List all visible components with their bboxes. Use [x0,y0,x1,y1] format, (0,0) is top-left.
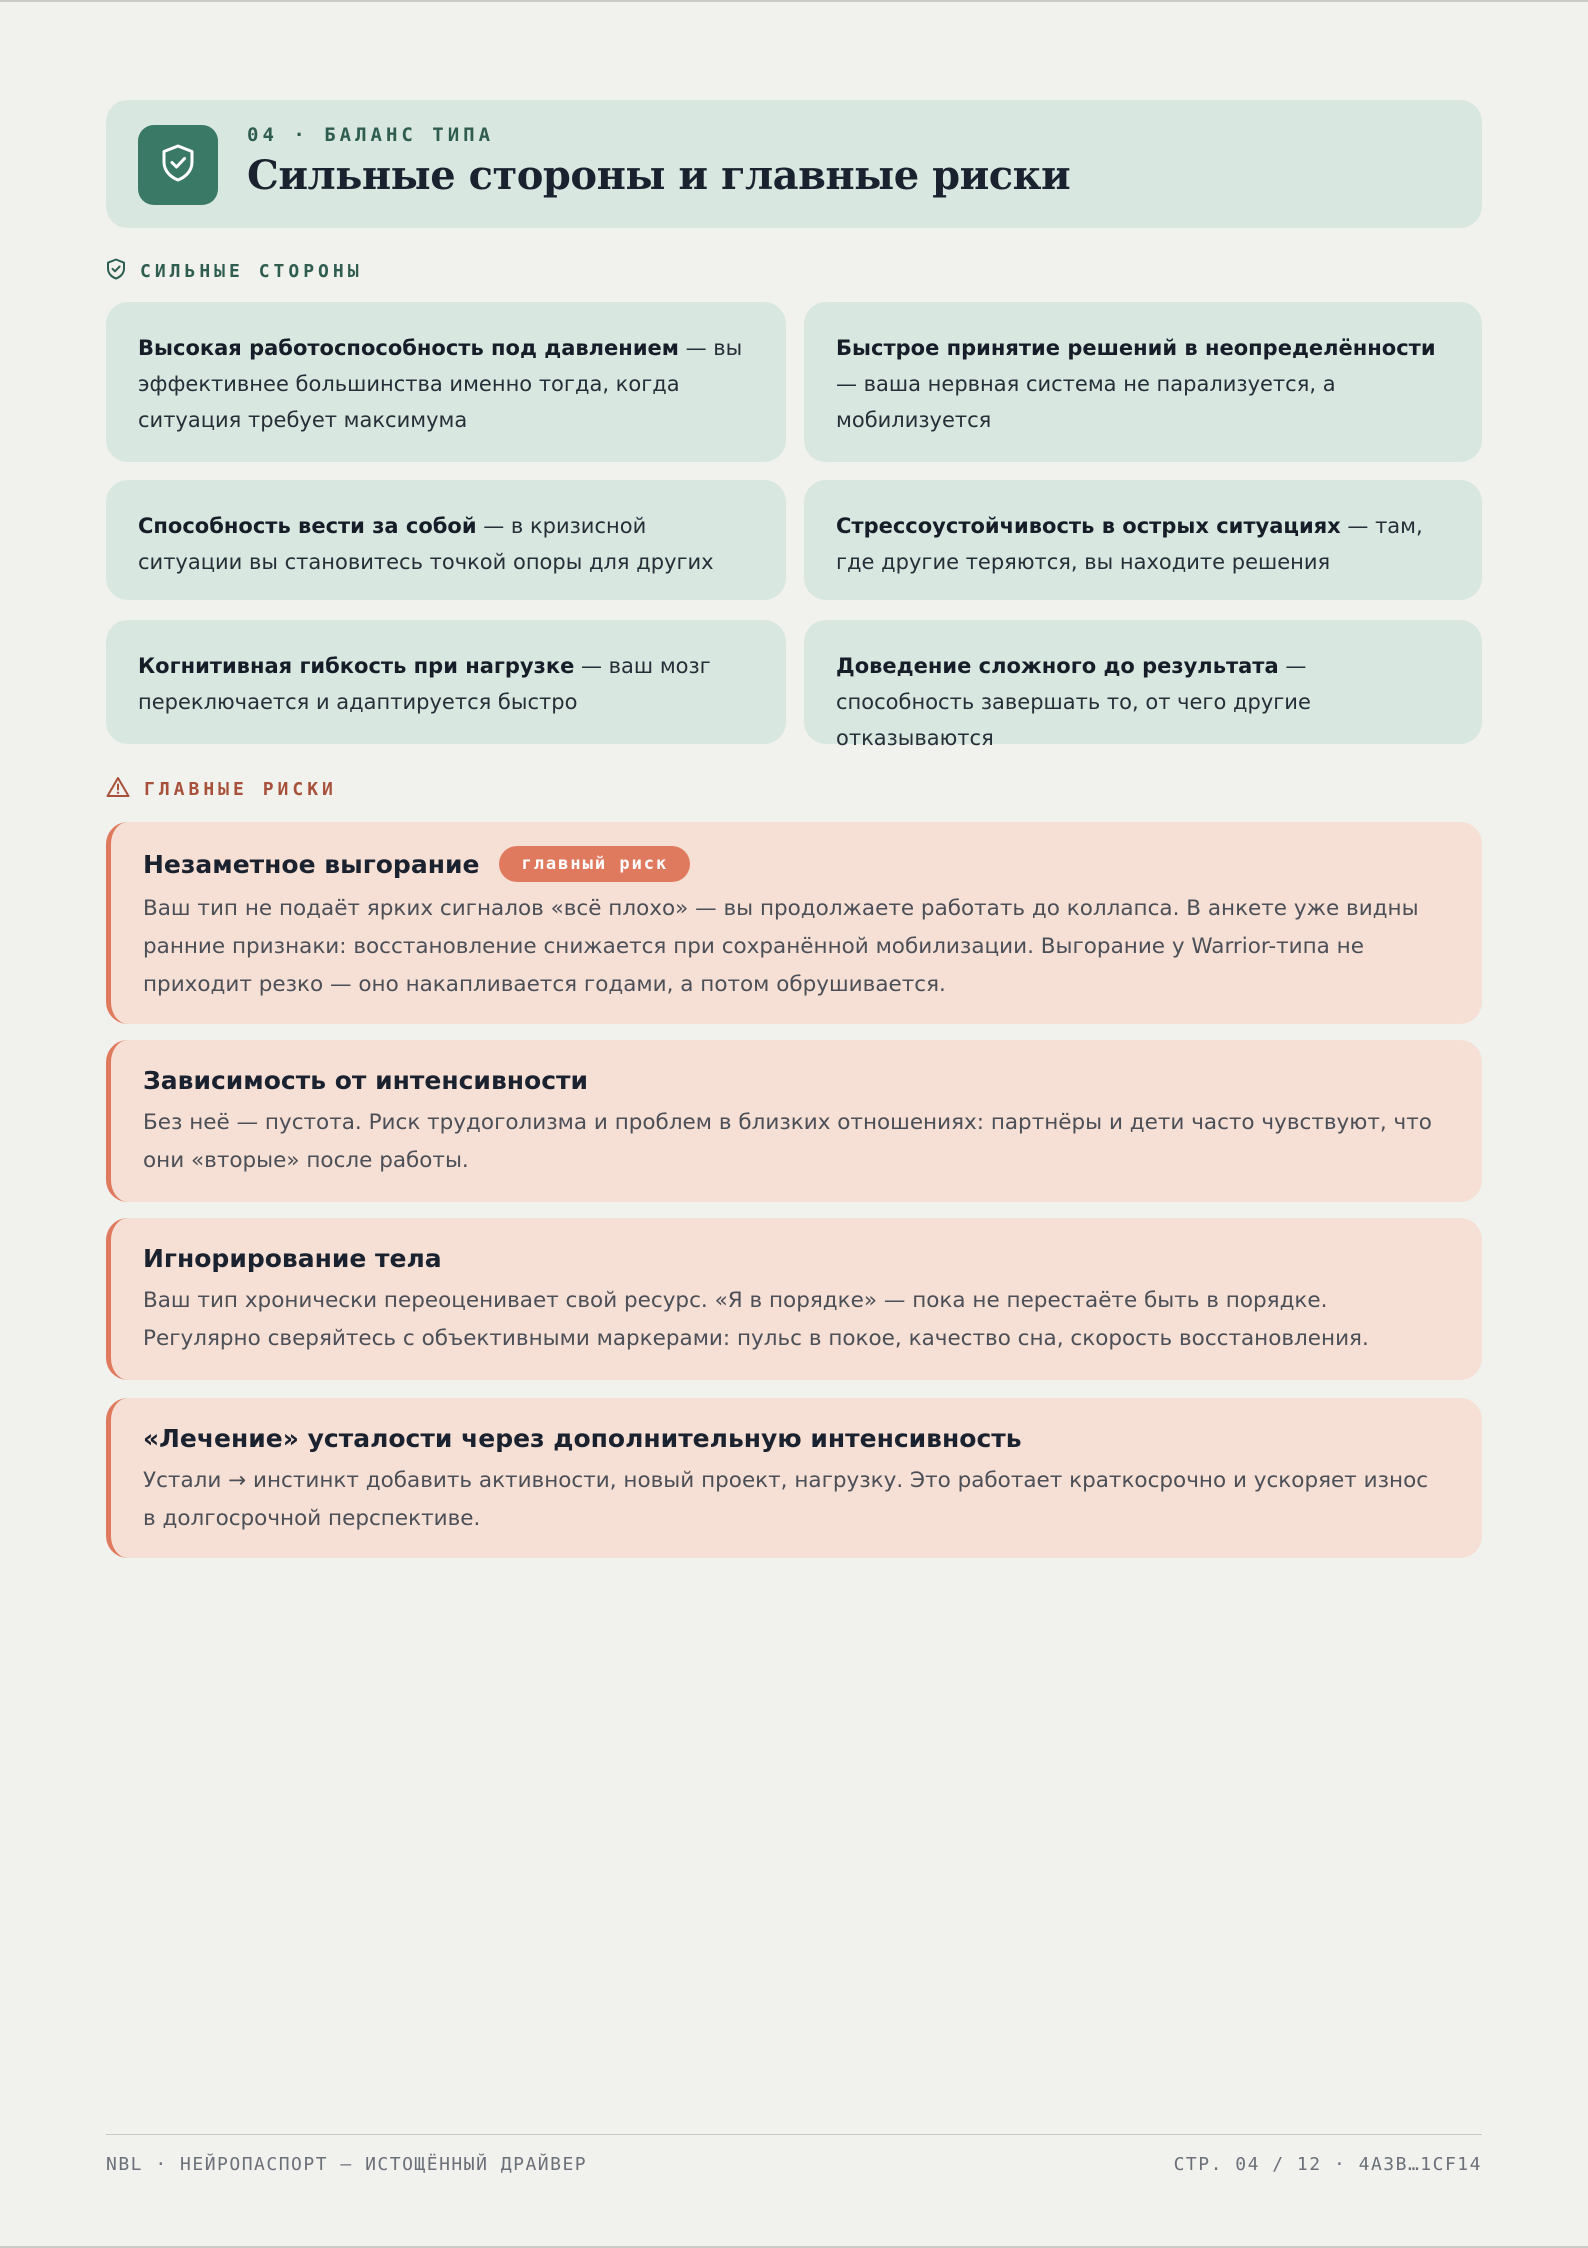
risk-title: Незаметное выгорание [143,849,480,879]
page-title: Сильные стороны и главные риски [247,152,1071,199]
strengths-label: СИЛЬНЫЕ СТОРОНЫ [140,261,363,282]
risk-card [106,1398,1482,1558]
risk-text: Устали → инстинкт добавить активности, новый проект, нагрузку. Это работает краткосрочно и ускоряет износ в долгосрочной перспективе. [143,1468,1429,1531]
strength-title: Высокая работоспособность под давлением [138,336,679,360]
header-badge [138,125,218,205]
strength-text: — способность завершать то, от чего другие отказываются [836,654,1311,750]
footer-document-title: NBL · НЕЙРОПАСПОРТ — ИСТОЩЁННЫЙ ДРАЙВЕР [106,2154,588,2175]
risk-title: «Лечение» усталости через дополнительную интенсивность [143,1423,1022,1453]
footer-divider [106,2134,1482,2135]
risk-text: Без неё — пустота. Риск трудоголизма и проблем в близких отношениях: партнёры и дети часто чувствуют, что они «вторые» после работы. [143,1110,1432,1173]
risks-label: ГЛАВНЫЕ РИСКИ [144,779,337,800]
warning-triangle-icon [106,776,130,803]
strength-text: — там, где другие теряются, вы находите решения [836,514,1423,574]
strength-card [804,620,1482,750]
risk-title-row [143,1062,1446,1098]
footer-page-number: СТР. 04 / 12 · 4A3B…1CF14 [1173,2154,1482,2175]
risk-card [106,822,1482,1024]
strength-text: — ваш мозг переключается и адаптируется быстро [138,654,711,714]
risk-text: Ваш тип не подаёт ярких сигналов «всё плохо» — вы продолжаете работать до коллапса. В анкете уже видны ранние признаки: восстановление снижается при сохранённой мобилизации. Выгорание у Warrior-типа не приходит резко — оно накапливается годами, а потом обрушивается. [143,896,1419,997]
risk-title: Игнорирование тела [143,1243,442,1273]
strength-title: Быстрое принятие решений в неопределённости [836,336,1436,360]
strength-card [804,302,1482,462]
strength-text: — вы эффективнее большинства именно тогда, когда ситуация требует максимума [138,336,743,432]
strength-title: Когнитивная гибкость при нагрузке [138,654,575,678]
risk-title-row [143,1240,1446,1276]
risk-title-row [143,844,1446,884]
main-risk-badge: главный риск [499,846,690,882]
risk-title: Зависимость от интенсивности [143,1065,589,1095]
strength-title: Доведение сложного до результата [836,654,1279,678]
risk-card [106,1040,1482,1202]
shield-check-icon [106,258,126,285]
strength-text: — в кризисной ситуации вы становитесь точкой опоры для других [138,514,714,574]
strength-text: — ваша нервная система не парализуется, а мобилизуется [836,372,1336,432]
risk-text: Ваш тип хронически переоценивает свой ресурс. «Я в порядке» — пока не перестаёте быть в порядке. Регулярно сверяйтесь с объективными маркерами: пульс в покое, качество сна, скорость восстановления. [143,1288,1369,1351]
strength-card [106,620,786,744]
risks-heading [106,776,337,803]
strength-card [106,480,786,600]
strengths-heading [106,258,363,285]
risk-card [106,1218,1482,1380]
strength-card [106,302,786,462]
strength-title: Способность вести за собой [138,514,477,538]
risk-title-row [143,1420,1446,1456]
section-eyebrow: 04 · БАЛАНС ТИПА [247,124,495,146]
section-header [106,100,1482,228]
strength-title: Стрессоустойчивость в острых ситуациях [836,514,1341,538]
strength-card [804,480,1482,600]
shield-check-icon [161,144,195,186]
